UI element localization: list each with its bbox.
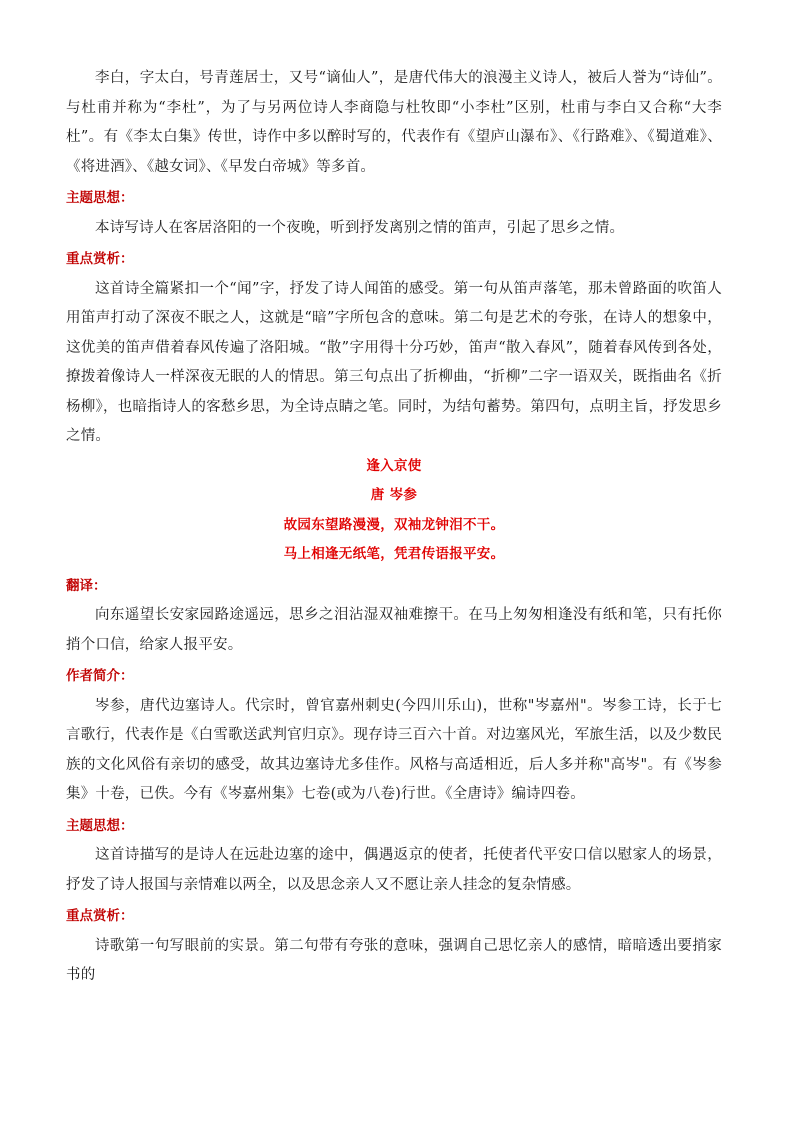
translation-paragraph: 向东遥望长安家园路途遥远，思乡之泪沾湿双袖难擦干。在马上匆匆相逢没有纸和笔，只有托你捎个口信，给家人报平安。 <box>66 607 722 653</box>
poem-line-1: 故园东望路漫漫，双袖龙钟泪不干。 <box>283 516 505 533</box>
author-paragraph: 岑参，唐代边塞诗人。代宗时，曾官嘉州刺史(今四川乐山)，世称"岑嘉州"。岑参工诗，长于七言歌行，代表作是《白雪歌送武判官归京》。现存诗三百六十首。对边塞风光，军旅生活，以及少数民族的文化风俗有亲切的感受，故其边塞诗尤多佳作。风格与高适相近，后人多并称"高岑"。有《岑参集》十卷，已佚。今有《岑嘉州集》七卷(或为八卷)行世。《全唐诗》编诗四卷。 <box>66 697 722 802</box>
intro-paragraph: 李白，字太白，号青莲居士，又号“谪仙人”，是唐代伟大的浪漫主义诗人，被后人誉为“诗仙”。与杜甫并称为“李杜”，为了与另两位诗人李商隐与杜牧即“小李杜”区别，杜甫与李白又合称“大李杜”。有《李太白集》传世，诗作中多以醉时写的，代表作有《望庐山瀑布》、《行路难》、《蜀道难》、《将进酒》、《越女词》、《早发白帝城》等多首。 <box>66 70 722 175</box>
author-heading: 作者简介： <box>66 668 134 684</box>
analysis-heading-1: 重点赏析： <box>66 251 134 267</box>
translation-heading: 翻译： <box>66 577 107 594</box>
analysis-paragraph-1: 这首诗全篇紧扣一个“闻”字，抒发了诗人闻笛的感受。第一句从笛声落笔，那未曾路面的吹笛人用笛声打动了深夜不眠之人，这就是“暗”字所包含的意味。第二句是艺术的夸张，在诗人的想象中，这优美的笛声借着春风传遍了洛阳城。“散”字用得十分巧妙，笛声“散入春风”，随着春风传到各处，撩拨着像诗人一样深夜无眠的人的情思。第三句点出了折柳曲，“折柳”二字一语双关，既指曲名《折杨柳》，也暗指诗人的客愁乡思，为全诗点睛之笔。同时，为结句蓄势。第四句，点明主旨，抒发思乡之情。 <box>66 280 722 444</box>
theme-heading-1: 主题思想： <box>66 190 134 206</box>
theme-heading-2: 主题思想： <box>66 817 134 834</box>
theme-paragraph-1: 本诗写诗人在客居洛阳的一个夜晚，听到抒发离别之情的笛声，引起了思乡之情。 <box>95 219 625 236</box>
analysis-heading-2: 重点赏析： <box>66 908 134 924</box>
analysis-paragraph-2: 诗歌第一句写眼前的实景。第二句带有夸张的意味，强调自己思忆亲人的感情，暗暗透出要捎家书的 <box>66 937 722 983</box>
theme-paragraph-2: 这首诗描写的是诗人在远赴边塞的途中，偶遇返京的使者，托使者代平安口信以慰家人的场景，抒发了诗人报国与亲情难以两全，以及思念亲人又不愿让亲人挂念的复杂情感。 <box>66 847 722 893</box>
poem-line-2: 马上相逢无纸笔，凭君传语报平安。 <box>283 546 505 562</box>
poem-title: 逢入京使 <box>366 457 422 474</box>
poem-author: 唐 岑参 <box>370 487 418 503</box>
